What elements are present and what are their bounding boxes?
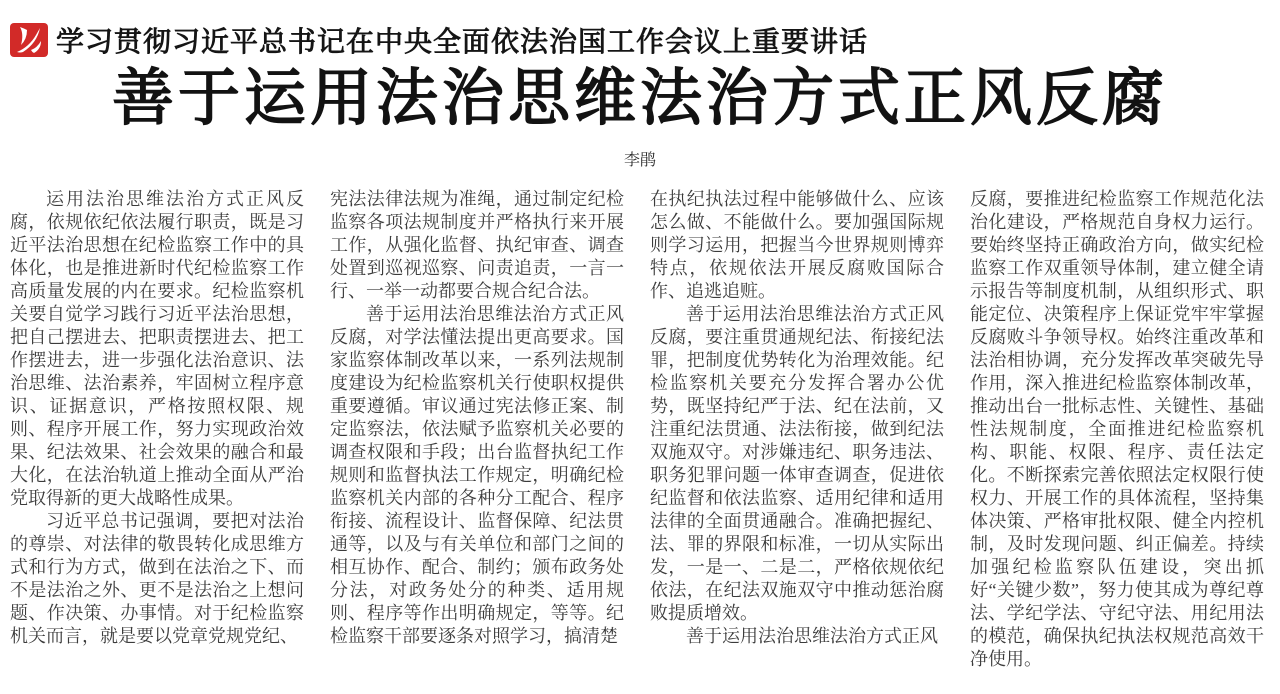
newspaper-logo-icon — [10, 23, 48, 57]
article-column — [650, 188, 944, 671]
article-kicker-row — [10, 20, 1280, 60]
paragraph-segment: 善于运用法治思维法治方式正风 — [686, 626, 938, 647]
paragraph-segment: 习近平总书记强调，要把对法治的尊崇、对法律的敬畏转化成思维方式和行为方式，做到在法治之下、而不是法治之外、更不是法治之上想问题、作决策、办事情。对于纪检监察机关而言，就是要以党章党规党纪、 — [10, 511, 304, 647]
article-body — [0, 170, 1280, 671]
paragraph-segment: 在执纪执法过程中能够做什么、应该怎么做、不能做什么。要加强国际规则学习运用，把握当今世界规则博弈特点，依规依法开展反腐败国际合作、追逃追赃。 — [650, 189, 944, 302]
article-column — [970, 188, 1264, 671]
paragraph-segment: 运用法治思维法治方式正风反腐，依规依纪依法履行职责，既是习近平法治思想在纪检监察工作中的具体化，也是推进新时代纪检监察工作高质量发展的内在要求。纪检监察机关要自觉学习践行习近平法治思想，把自己摆进去、把职责摆进去、把工作摆进去，进一步强化法治意识、法治思维、法治素养，牢固树立程序意识、证据意识，严格按照权限、规则、程序开展工作，努力实现政治效果、纪法效果、社会效果的融合和最大化，在法治轨道上推动全面从严治党取得新的更大战略性成果。 — [10, 189, 304, 509]
paragraph-segment: 善于运用法治思维法治方式正风反腐，要注重贯通规纪法、衔接纪法罪，把制度优势转化为治理效能。纪检监察机关要充分发挥合署办公优势，既坚持纪严于法、纪在法前，又注重纪法贯通、法法衔接，做到纪法双施双守。对涉嫌违纪、职务违法、职务犯罪问题一体审查调查，促进依纪监督和依法监察、适用纪律和适用法律的全面贯通融合。准确把握纪、法、罪的界限和标准，一切从实际出发，一是一、二是二，严格依规依纪依法，在纪法双施双守中推动惩治腐败提质增效。 — [650, 304, 944, 624]
paragraph-segment: 宪法法律法规为准绳，通过制定纪检监察各项法规制度并严格执行来开展工作，从强化监督、执纪审查、调查处置到巡视巡察、问责追责，一言一行、一举一动都要合规合纪合法。 — [330, 189, 624, 302]
paragraph-segment: 善于运用法治思维法治方式正风反腐，对学法懂法提出更高要求。国家监察体制改革以来，一系列法规制度建设为纪检监察机关行使职权提供重要遵循。审议通过宪法修正案、制定监察法，依法赋予监察机关必要的调查权限和手段；出台监督执纪工作规则和监督执法工作规定，明确纪检监察机关内部的各种分工配合、程序衔接、流程设计、监督保障、纪法贯通等，以及与有关单位和部门之间的相互协作、配合、制约；颁布政务处分法，对政务处分的种类、适用规则、程序等作出明确规定，等等。纪检监察干部要逐条对照学习，搞清楚 — [330, 304, 624, 647]
article-column — [10, 188, 304, 671]
newspaper-article-page — [0, 20, 1280, 694]
article-author: 李鹃 — [623, 152, 656, 170]
article-title: 善于运用法治思维法治方式正风反腐 — [111, 65, 1168, 133]
paragraph-segment: 反腐，要推进纪检监察工作规范化法治化建设，严格规范自身权力运行。要始终坚持正确政治方向，做实纪检监察工作双重领导体制，建立健全请示报告等制度机制，从组织形式、职能定位、决策程序上保证党牢牢掌握反腐败斗争领导权。始终注重改革和法治相协调，充分发挥改革突破先导作用，深入推进纪检监察体制改革，推动出台一批标志性、关键性、基础性法规制度，全面推进纪检监察机构、职能、权限、程序、责任法定化。不断探索完善依照法定权限行使权力、开展工作的具体流程，坚持集体决策、严格审批权限、健全内控机制，及时发现问题、纠正偏差。持续加强纪检监察队伍建设，突出抓好“关键少数”，努力使其成为尊纪尊法、学纪学法、守纪守法、用纪用法的模范，确保执纪执法权规范高效干净使用。 — [970, 189, 1264, 670]
article-column — [330, 188, 624, 671]
article-kicker: 学习贯彻习近平总书记在中央全面依法治国工作会议上重要讲话 — [56, 26, 869, 57]
